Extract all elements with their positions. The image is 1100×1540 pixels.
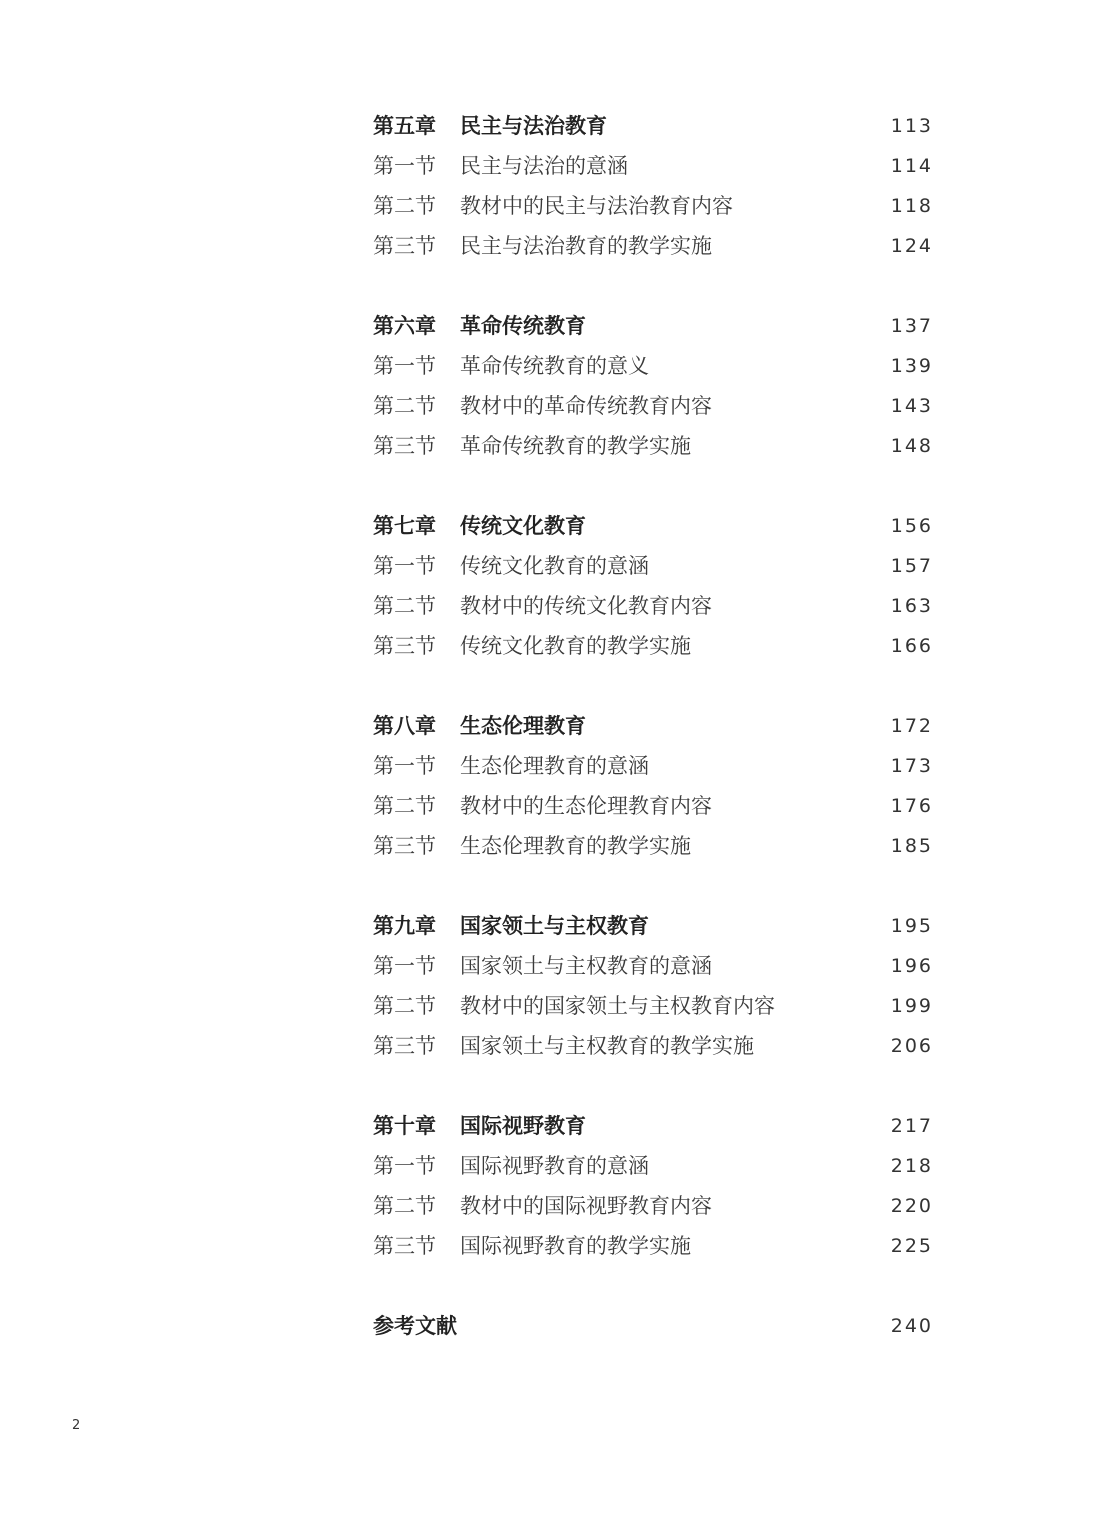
chapter-heading[interactable] xyxy=(373,106,933,146)
chapter-title: 生态伦理教育 xyxy=(460,714,586,738)
chapter-label xyxy=(373,706,586,746)
chapter-title: 革命传统教育 xyxy=(460,314,586,338)
section-entry[interactable] xyxy=(373,146,933,186)
page-number: 218 xyxy=(890,1155,933,1177)
section-label xyxy=(373,986,775,1026)
section-entry[interactable] xyxy=(373,1226,933,1266)
page-number: 185 xyxy=(890,835,933,857)
chapter-heading[interactable] xyxy=(373,1106,933,1146)
page-number: 199 xyxy=(890,995,933,1017)
section-number: 第三节 xyxy=(373,834,436,858)
section-entry[interactable] xyxy=(373,626,933,666)
page-number: 225 xyxy=(890,1235,933,1257)
references-entry[interactable] xyxy=(373,1306,933,1346)
chapter-number: 第十章 xyxy=(373,1114,436,1138)
section-label xyxy=(373,746,649,786)
chapter-title: 传统文化教育 xyxy=(460,514,586,538)
chapter-heading[interactable] xyxy=(373,306,933,346)
chapter-label xyxy=(373,1106,586,1146)
section-title: 传统文化教育的教学实施 xyxy=(460,634,691,658)
chapter-block xyxy=(373,506,933,666)
section-entry[interactable] xyxy=(373,1186,933,1226)
chapter-number: 第六章 xyxy=(373,314,436,338)
section-entry[interactable] xyxy=(373,226,933,266)
section-number: 第二节 xyxy=(373,194,436,218)
section-label xyxy=(373,226,712,266)
section-entry[interactable] xyxy=(373,946,933,986)
chapter-block xyxy=(373,306,933,466)
chapter-label xyxy=(373,306,586,346)
chapter-title: 国际视野教育 xyxy=(460,1114,586,1138)
section-label xyxy=(373,186,733,226)
section-title: 生态伦理教育的教学实施 xyxy=(460,834,691,858)
section-title: 教材中的传统文化教育内容 xyxy=(460,594,712,618)
section-title: 国际视野教育的教学实施 xyxy=(460,1234,691,1258)
section-number: 第一节 xyxy=(373,754,436,778)
page-number: 196 xyxy=(890,955,933,977)
section-number: 第一节 xyxy=(373,954,436,978)
section-entry[interactable] xyxy=(373,346,933,386)
page-number: 137 xyxy=(890,315,933,337)
section-label xyxy=(373,426,691,466)
section-label xyxy=(373,1186,712,1226)
page-number: 124 xyxy=(890,235,933,257)
page-number: 148 xyxy=(890,435,933,457)
chapter-label xyxy=(373,506,586,546)
chapter-label xyxy=(373,106,607,146)
chapter-number: 第八章 xyxy=(373,714,436,738)
page-number: 139 xyxy=(890,355,933,377)
section-title: 教材中的民主与法治教育内容 xyxy=(460,194,733,218)
table-of-contents xyxy=(373,106,933,1346)
section-title: 民主与法治的意涵 xyxy=(460,154,628,178)
section-number: 第三节 xyxy=(373,1234,436,1258)
references-block xyxy=(373,1306,933,1346)
section-number: 第二节 xyxy=(373,994,436,1018)
chapter-label xyxy=(373,906,649,946)
page-number: 157 xyxy=(890,555,933,577)
page-number: 114 xyxy=(890,155,933,177)
chapter-number: 第五章 xyxy=(373,114,436,138)
section-number: 第三节 xyxy=(373,234,436,258)
page-number: 206 xyxy=(890,1035,933,1057)
section-title: 教材中的国际视野教育内容 xyxy=(460,1194,712,1218)
footer-page-number: 2 xyxy=(72,1418,81,1433)
section-title: 生态伦理教育的意涵 xyxy=(460,754,649,778)
section-title: 教材中的生态伦理教育内容 xyxy=(460,794,712,818)
section-label xyxy=(373,946,712,986)
section-number: 第一节 xyxy=(373,154,436,178)
section-title: 国家领土与主权教育的意涵 xyxy=(460,954,712,978)
chapter-heading[interactable] xyxy=(373,706,933,746)
section-label xyxy=(373,1226,691,1266)
section-number: 第二节 xyxy=(373,794,436,818)
chapter-block xyxy=(373,906,933,1066)
section-title: 民主与法治教育的教学实施 xyxy=(460,234,712,258)
section-label xyxy=(373,386,712,426)
section-label xyxy=(373,546,649,586)
section-entry[interactable] xyxy=(373,546,933,586)
page-number: 172 xyxy=(890,715,933,737)
section-label xyxy=(373,1146,649,1186)
section-entry[interactable] xyxy=(373,986,933,1026)
section-entry[interactable] xyxy=(373,586,933,626)
section-entry[interactable] xyxy=(373,386,933,426)
chapter-block xyxy=(373,106,933,266)
section-number: 第二节 xyxy=(373,594,436,618)
section-label xyxy=(373,826,691,866)
section-entry[interactable] xyxy=(373,186,933,226)
page-number: 156 xyxy=(890,515,933,537)
page-number: 195 xyxy=(890,915,933,937)
section-number: 第一节 xyxy=(373,354,436,378)
chapter-block xyxy=(373,706,933,866)
section-label xyxy=(373,346,649,386)
section-entry[interactable] xyxy=(373,426,933,466)
chapter-heading[interactable] xyxy=(373,506,933,546)
section-number: 第三节 xyxy=(373,1034,436,1058)
section-label xyxy=(373,786,712,826)
page-number: 118 xyxy=(890,195,933,217)
section-entry[interactable] xyxy=(373,826,933,866)
section-title: 国际视野教育的意涵 xyxy=(460,1154,649,1178)
section-entry[interactable] xyxy=(373,746,933,786)
chapter-heading[interactable] xyxy=(373,906,933,946)
page-number: 173 xyxy=(890,755,933,777)
section-entry[interactable] xyxy=(373,1146,933,1186)
section-label xyxy=(373,586,712,626)
section-label xyxy=(373,146,628,186)
section-number: 第三节 xyxy=(373,434,436,458)
section-entry[interactable] xyxy=(373,1026,933,1066)
section-number: 第一节 xyxy=(373,554,436,578)
section-number: 第二节 xyxy=(373,1194,436,1218)
section-title: 革命传统教育的教学实施 xyxy=(460,434,691,458)
section-title: 教材中的革命传统教育内容 xyxy=(460,394,712,418)
page-number: 176 xyxy=(890,795,933,817)
chapter-number: 第七章 xyxy=(373,514,436,538)
page-number: 240 xyxy=(890,1315,933,1337)
section-label xyxy=(373,1026,754,1066)
section-number: 第二节 xyxy=(373,394,436,418)
section-entry[interactable] xyxy=(373,786,933,826)
section-number: 第三节 xyxy=(373,634,436,658)
page-number: 143 xyxy=(890,395,933,417)
chapter-title: 国家领土与主权教育 xyxy=(460,914,649,938)
section-label xyxy=(373,626,691,666)
page-number: 220 xyxy=(890,1195,933,1217)
section-title: 革命传统教育的意义 xyxy=(460,354,649,378)
chapter-title: 民主与法治教育 xyxy=(460,114,607,138)
chapter-block xyxy=(373,1106,933,1266)
section-number: 第一节 xyxy=(373,1154,436,1178)
section-title: 国家领土与主权教育的教学实施 xyxy=(460,1034,754,1058)
page-number: 113 xyxy=(890,115,933,137)
section-title: 传统文化教育的意涵 xyxy=(460,554,649,578)
references-title: 参考文献 xyxy=(373,1314,457,1338)
page-number: 163 xyxy=(890,595,933,617)
chapter-number: 第九章 xyxy=(373,914,436,938)
page-number: 217 xyxy=(890,1115,933,1137)
section-title: 教材中的国家领土与主权教育内容 xyxy=(460,994,775,1018)
page-number: 166 xyxy=(890,635,933,657)
